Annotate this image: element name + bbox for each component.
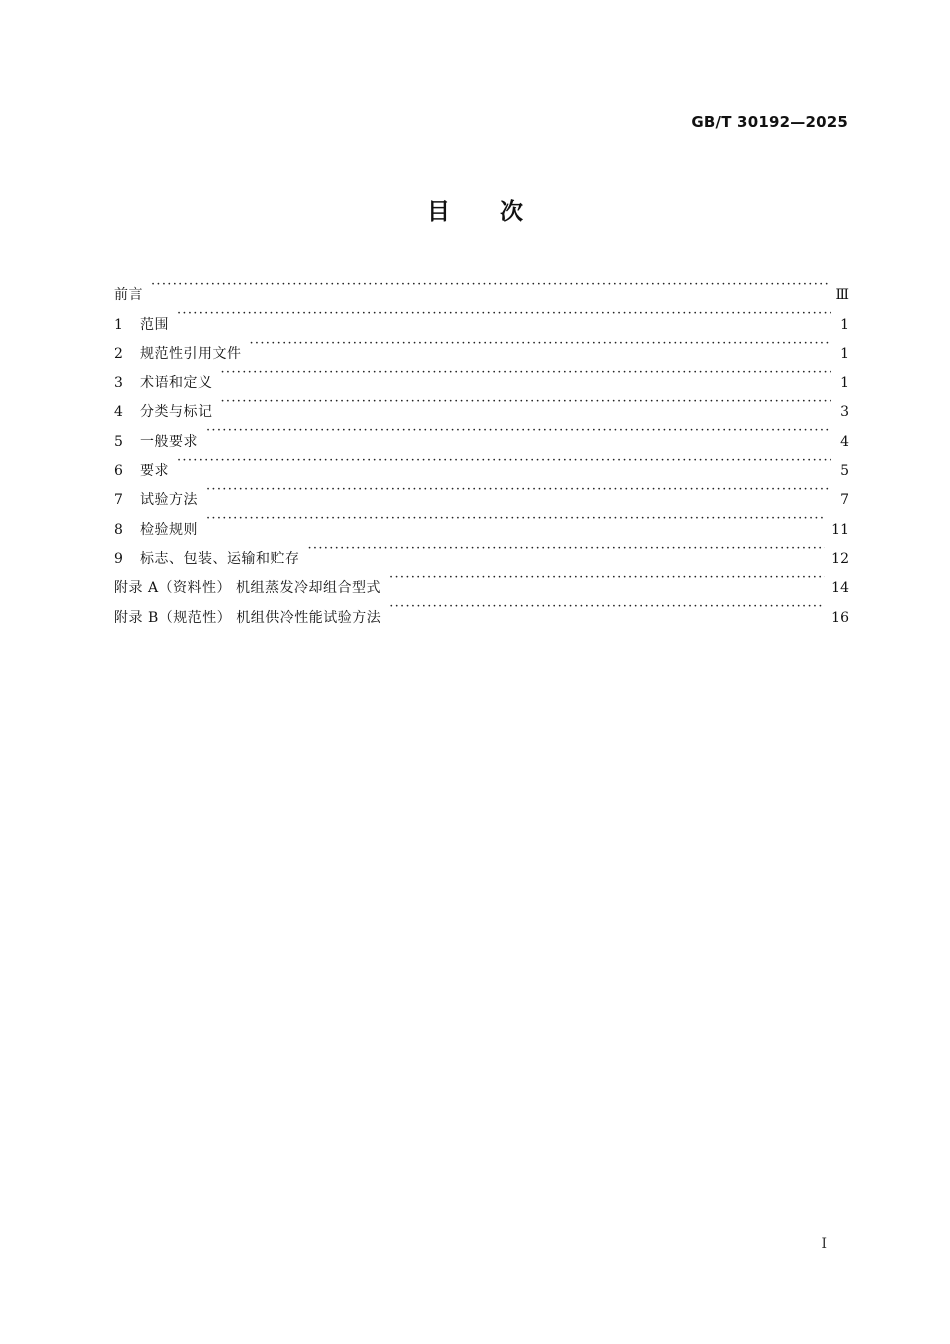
toc-leader-dots xyxy=(389,592,825,621)
toc-item-number: 3 xyxy=(114,375,123,392)
toc-item-5[interactable] xyxy=(114,416,849,450)
toc-item-text: 试验方法 xyxy=(140,492,198,509)
toc-item-page: 5 xyxy=(840,463,849,480)
toc-item-text: 术语和定义 xyxy=(140,375,213,392)
toc-item-text: 规范性引用文件 xyxy=(140,345,242,362)
toc-item-page: 3 xyxy=(840,404,849,421)
toc-item-text: 范围 xyxy=(140,316,169,333)
toc-item-number: 4 xyxy=(114,404,123,421)
toc-item-2[interactable] xyxy=(114,329,849,362)
toc-item-page: 12 xyxy=(831,550,849,567)
standard-code: GB/T 30192—2025 xyxy=(691,113,848,131)
toc-leader-dots xyxy=(151,270,829,299)
toc-item-3[interactable] xyxy=(114,358,849,392)
toc-item-number: 2 xyxy=(114,345,123,362)
toc-leader-dots xyxy=(206,475,831,504)
toc-item-number: 9 xyxy=(114,550,123,567)
toc-item-page: 11 xyxy=(831,521,849,538)
toc-item-text: 要求 xyxy=(140,463,169,480)
toc-item-page: 7 xyxy=(840,492,849,509)
toc-item-number: 6 xyxy=(114,463,123,480)
toc-item-9[interactable] xyxy=(114,534,849,567)
toc-leader-dots xyxy=(221,387,832,416)
toc-leader-dots xyxy=(308,534,826,563)
toc-item-text: 分类与标记 xyxy=(140,404,213,421)
toc-item-text: 附录 B（规范性） 机组供冷性能试验方法 xyxy=(114,609,382,626)
toc-item-4[interactable] xyxy=(114,387,849,421)
toc-leader-dots xyxy=(206,504,825,533)
toc-item-text: 标志、包装、运输和贮存 xyxy=(140,550,300,567)
toc-leader-dots xyxy=(177,446,831,475)
toc-leader-dots xyxy=(250,329,832,358)
toc-item-number: 7 xyxy=(114,492,123,509)
toc-item-text: 附录 A（资料性） 机组蒸发冷却组合型式 xyxy=(114,580,382,597)
title-char-right: 次 xyxy=(500,199,523,225)
toc-item-page: 1 xyxy=(840,375,849,392)
toc-item-text: 前言 xyxy=(114,287,143,304)
toc-leader-dots xyxy=(177,299,831,328)
toc-item-number: 8 xyxy=(114,521,123,538)
toc-leader-dots xyxy=(221,358,832,387)
toc-item-number: 1 xyxy=(114,316,123,333)
toc-item-1[interactable] xyxy=(114,299,849,333)
toc-leader-dots xyxy=(389,563,825,592)
toc-item-page: 1 xyxy=(840,316,849,333)
toc-item-text: 检验规则 xyxy=(140,521,198,538)
toc-item-7[interactable] xyxy=(114,475,849,509)
toc-list xyxy=(114,270,849,626)
page-number: I xyxy=(821,1236,827,1252)
toc-item-page: 16 xyxy=(831,609,849,626)
toc-item-page: Ⅲ xyxy=(835,287,849,304)
toc-item-text: 一般要求 xyxy=(140,433,198,450)
toc-item-page: 4 xyxy=(840,433,849,450)
toc-item-number: 5 xyxy=(114,433,123,450)
toc-item-8[interactable] xyxy=(114,504,849,538)
toc-leader-dots xyxy=(206,416,831,445)
toc-item-page: 1 xyxy=(840,345,849,362)
title-char-left: 目 xyxy=(427,199,450,225)
toc-item-page: 14 xyxy=(831,580,849,597)
page-title xyxy=(0,193,950,226)
toc-item-foreword[interactable] xyxy=(114,270,849,304)
toc-item-6[interactable] xyxy=(114,446,849,480)
